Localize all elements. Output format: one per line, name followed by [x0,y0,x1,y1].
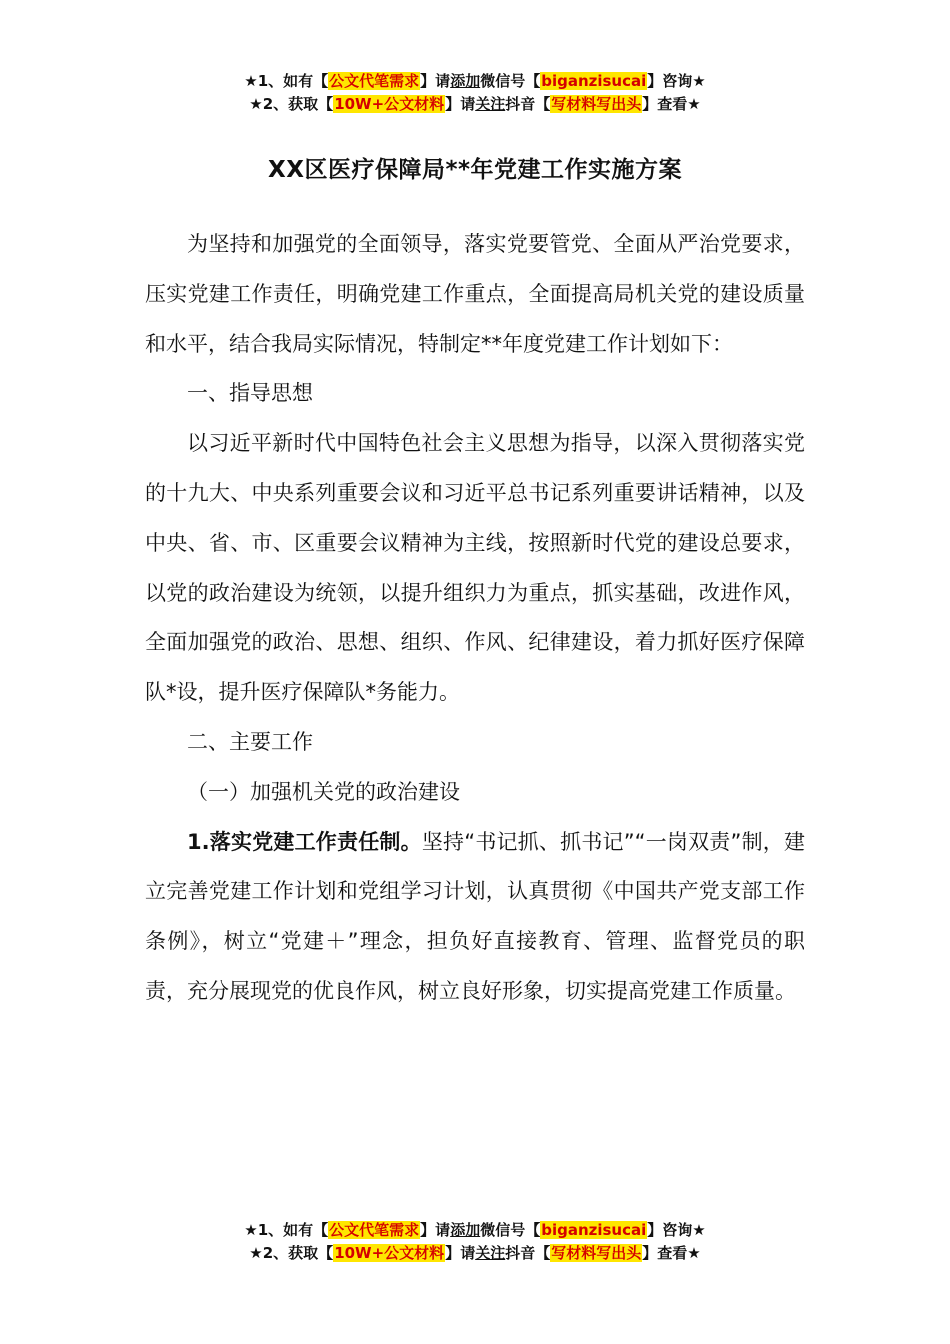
intro-paragraph: 为坚持和加强党的全面领导，落实党要管党、全面从严治党要求，压实党建工作责任，明确党建工作重点，全面提高局机关党的建设质量和水平，结合我局实际情况，特制定**年度党建工作计划如下： [145,232,805,356]
subsection-heading-political-building: （一）加强机关党的政治建设 [187,779,460,804]
banner-underlined-text: 关注 [475,1244,506,1262]
banner-text: 】咨询★ [647,1221,706,1239]
item-body-text: 坚持“书记抓、抓书记”“一岗双责”制，建立完善党建工作计划和党组学习计划，认真贯彻《中国共产党支部工作条例》，树立“党建＋”理念，担负好直接教育、管理、监督党员的职责，充分展现党的优良作风，树立良好形象，切实提高党建工作质量。 [145,829,805,1003]
banner-line-2 [0,93,950,116]
banner-text: ★1、如有【 [244,1221,329,1239]
banner-text: 抖音【 [505,95,551,113]
banner-text: 】查看★ [642,1244,701,1262]
banner-line-2 [0,1242,950,1265]
banner-line-1 [0,70,950,93]
banner-highlight-douyin-id: 写材料写出头 [551,95,642,113]
document-body [145,220,805,1017]
section-heading-main-work: 二、主要工作 [187,729,313,754]
banner-highlight-wechat-id: biganzisucai [541,1221,647,1239]
banner-text: ★1、如有【 [244,72,329,90]
banner-highlight-wechat-id: biganzisucai [541,72,647,90]
banner-text: 抖音【 [505,1244,551,1262]
document-title: XX区医疗保障局**年党建工作实施方案 [267,157,683,183]
banner-text: 微信号【 [480,1221,541,1239]
banner-text: 】请 [420,1221,451,1239]
banner-text: 】请 [445,1244,476,1262]
item-lead-text: 1.落实党建工作责任制。 [187,829,422,854]
banner-underlined-text: 添加 [450,72,481,90]
section-heading-guiding-ideology: 一、指导思想 [187,381,313,406]
banner-text: 】请 [445,95,476,113]
banner-highlight: 公文代笔需求 [329,72,420,90]
banner-text: 】咨询★ [647,72,706,90]
banner-underlined-text: 添加 [450,1221,481,1239]
banner-line-1 [0,1219,950,1242]
banner-highlight: 公文代笔需求 [329,1221,420,1239]
guiding-ideology-paragraph: 以习近平新时代中国特色社会主义思想为指导，以深入贯彻落实党的十九大、中央系列重要会议和习近平总书记系列重要讲话精神，以及中央、省、市、区重要会议精神为主线，按照新时代党的建设总要求，以党的政治建设为统领，以提升组织力为重点，抓实基础，改进作风，全面加强党的政治、思想、组织、作风、纪律建设，着力抓好医疗保障队*设，提升医疗保障队*务能力。 [145,431,805,705]
item-paragraph-responsibility-system [145,818,805,1017]
banner-highlight-douyin-id: 写材料写出头 [551,1244,642,1262]
footer-banner [0,1219,950,1265]
banner-text: 】请 [420,72,451,90]
banner-text: 】查看★ [642,95,701,113]
banner-text: ★2、获取【 [249,1244,334,1262]
banner-text: ★2、获取【 [249,95,334,113]
banner-text: 微信号【 [480,72,541,90]
banner-highlight: 10W+公文材料 [334,95,445,113]
banner-highlight: 10W+公文材料 [334,1244,445,1262]
header-banner [0,70,950,116]
banner-underlined-text: 关注 [475,95,506,113]
